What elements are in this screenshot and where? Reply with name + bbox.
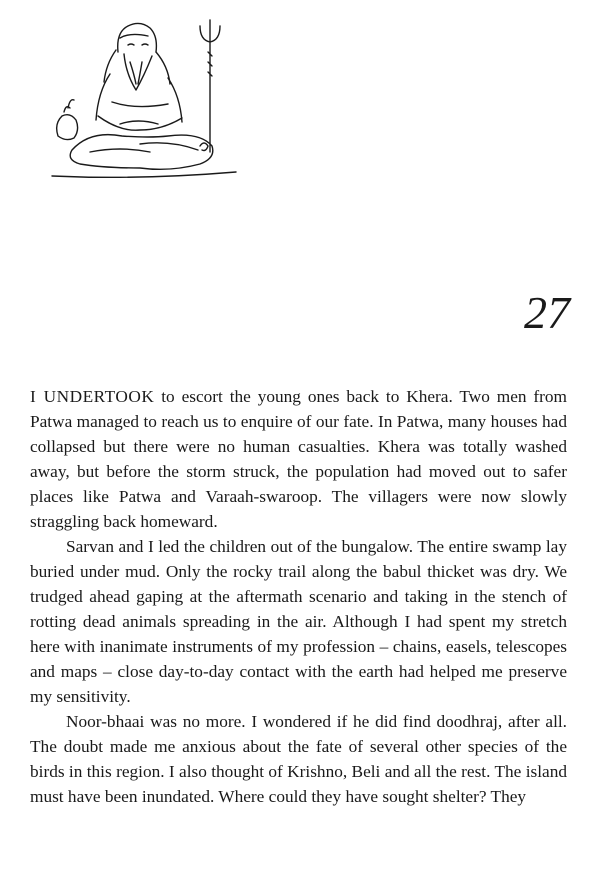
paragraph-3: Noor-bhaai was no more. I wondered if he did find doodhraj, after all. The doubt made me anxious about the fate of several other species of the birds in this region. I also thought of Krishno, Beli and all the rest. The island must have been inundated. Where could they have sought shelter? They: [30, 712, 567, 806]
chapter-number: 27: [524, 287, 570, 338]
body-text: [30, 384, 567, 809]
sadhu-illustration: [50, 12, 240, 187]
paragraph-text: to escort the young ones back to Khera. Two men from Patwa managed to reach us to enquire of our fate. In Patwa, many houses had collapsed but there were no human casualties. Khera was totally washed away, but before the storm struck, the population had moved out to safer places like Patwa and Varaah-swaroop. The villagers were now slowly straggling back homeward.: [30, 387, 567, 531]
paragraph-lead: I UNDERTOOK: [30, 387, 155, 406]
paragraph-2: Sarvan and I led the children out of the bungalow. The entire swamp lay buried under mud. Only the rocky trail along the babul thicket was dry. We trudged ahead gaping at the aftermath scenario and taking in the stench of rotting dead animals spreading in the air. Although I had spent my stretch here with inanimate instruments of my profession – chains, easels, telescopes and maps – close day-to-day contact with the earth had helped me preserve my sensitivity.: [30, 537, 567, 706]
paragraph-1: [30, 384, 567, 534]
